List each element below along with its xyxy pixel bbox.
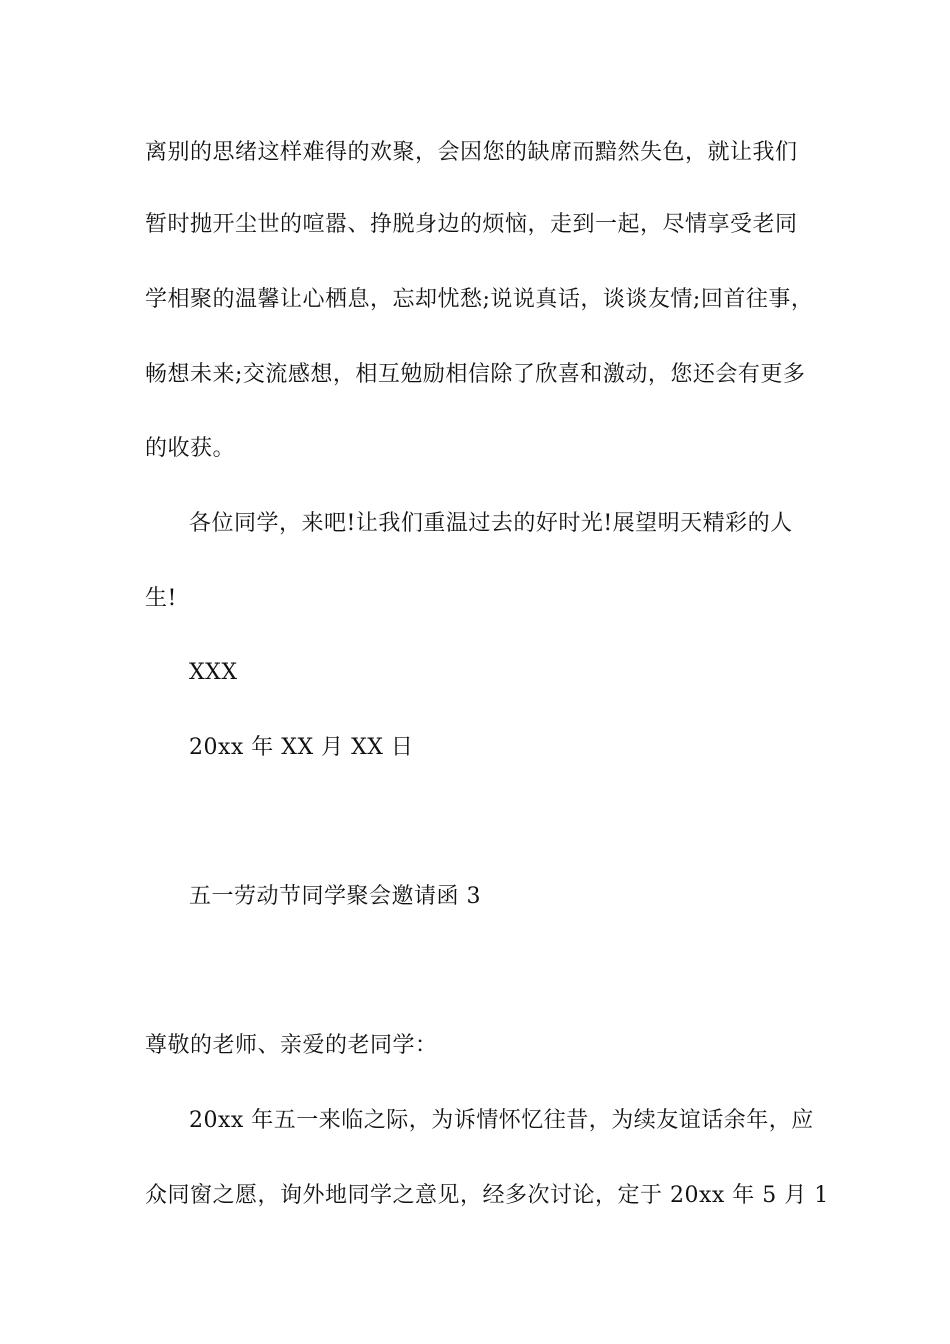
body-text-line: 暂时抛开尘世的喧嚣、挣脱身边的烦恼，走到一起，尽情享受老同 (145, 212, 798, 237)
section-heading: 五一劳动节同学聚会邀请函 3 (189, 884, 481, 909)
body-text-line: 畅想未来;交流感想，相互勉励相信除了欣喜和激动，您还会有更多 (145, 362, 806, 387)
signature-name: XXX (189, 660, 238, 685)
body-text-line: 20xx 年五一来临之际，为诉情怀忆往昔，为续友谊话余年，应 (189, 1108, 814, 1133)
body-text-line: 众同窗之愿，询外地同学之意见，经多次讨论，定于 20xx 年 5 月 1 (145, 1183, 829, 1208)
body-text-line: 的收获。 (145, 436, 236, 461)
body-text-line: 离别的思绪这样难得的欢聚，会因您的缺席而黯然失色，就让我们 (145, 140, 798, 165)
body-text-line: 各位同学，来吧!让我们重温过去的好时光!展望明天精彩的人 (189, 511, 793, 536)
salutation: 尊敬的老师、亲爱的老同学： (145, 1033, 438, 1058)
body-text-line: 生! (145, 586, 177, 611)
signature-date: 20xx 年 XX 月 XX 日 (189, 735, 414, 760)
body-text-line: 学相聚的温馨让心栖息，忘却忧愁;说说真话，谈谈友情;回首往事， (145, 287, 814, 312)
